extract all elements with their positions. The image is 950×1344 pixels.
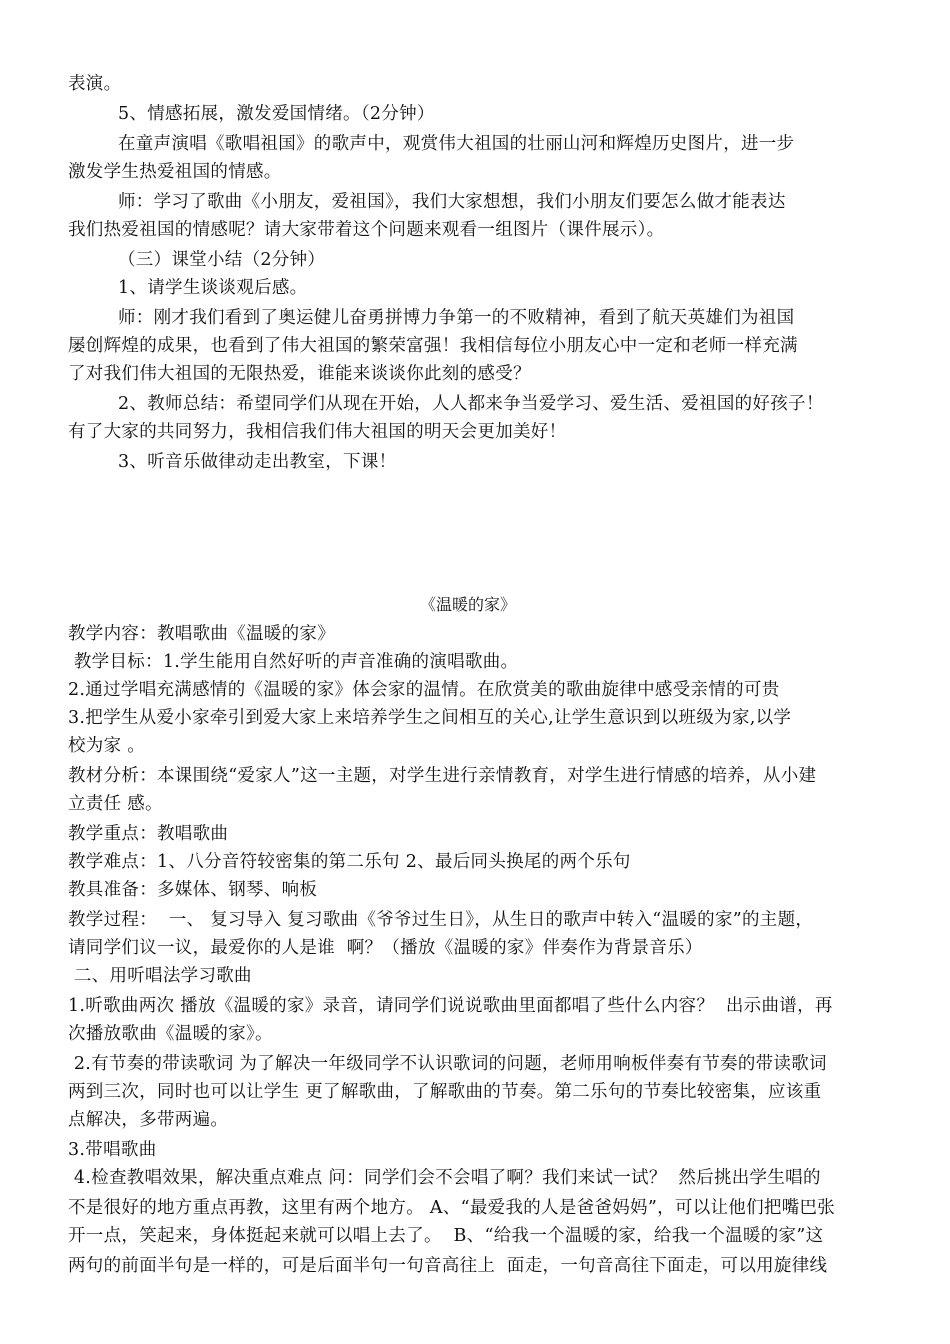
text-line: 师：学习了歌曲《小朋友，爱祖国》，我们大家想想，我们小朋友们要怎么做才能表达 — [118, 192, 786, 212]
text-line: 激发学生热爱祖国的情感。 — [68, 162, 282, 182]
text-line: 次播放歌曲《温暖的家》。 — [68, 1024, 273, 1044]
text-line: 在童声演唱《歌唱祖国》的歌声中，观赏伟大祖国的壮丽山河和辉煌历史图片，进一步 — [118, 134, 795, 154]
text-line: 2.通过学唱充满感情的《温暖的家》体会家的温情。在欣赏美的歌曲旋律中感受亲情的可贵 — [68, 680, 780, 700]
text-line: 有了大家的共同努力，我相信我们伟大祖国的明天会更加美好！ — [68, 422, 567, 442]
text-line: 点解决，多带两遍。 — [68, 1110, 229, 1130]
text-line: 了对我们伟大祖国的无限热爱，谁能来谈谈你此刻的感受？ — [68, 364, 531, 384]
text-line: 立责任 感。 — [68, 794, 163, 814]
text-line: 教学难点：1、八分音符较密集的第二乐句 2、最后同头换尾的两个乐句 — [68, 852, 631, 872]
text-line: 二、用听唱法学习歌曲 — [68, 966, 252, 986]
text-line: 不是很好的地方重点再教，这里有两个地方。 A、“最爱我的人是爸爸妈妈”，可以让他们把嘴巴张 — [68, 1198, 836, 1218]
text-line: 教学内容：教唱歌曲《温暖的家》 — [68, 624, 335, 644]
text-line: 教学目标：1.学生能用自然好听的声音准确的演唱歌曲。 — [68, 652, 519, 672]
text-line: 师：刚才我们看到了奥运健儿奋勇拼博力争第一的不败精神，看到了航天英雄们为祖国 — [118, 308, 795, 328]
text-line: 两句的前面半句是一样的，可是后面半句一句音高往上 面走，一句音高往下面走，可以用旋律线 — [68, 1256, 828, 1276]
text-line: 2、教师总结：希望同学们从现在开始，人人都来争当爱学习、爱生活、爱祖国的好孩子！ — [118, 394, 824, 414]
text-line: 表演。 — [68, 74, 122, 94]
text-line: 校为家 。 — [68, 736, 146, 756]
text-line: 教学过程： 一、 复习导入 复习歌曲《爷爷过生日》，从生日的歌声中转入“温暖的家”的主题， — [68, 910, 814, 930]
text-line: 教学重点：教唱歌曲 — [68, 824, 229, 844]
text-line: 开一点，笑起来，身体挺起来就可以唱上去了。 B、“给我一个温暖的家，给我一个温暖的家”这 — [68, 1226, 824, 1246]
text-line: 4.检查教唱效果，解决重点难点 问：同学们会不会唱了啊？我们来试一试？ 然后挑出学生唱的 — [68, 1168, 821, 1188]
text-line: 请同学们议一议，最爱你的人是谁 啊？（播放《温暖的家》伴奏作为背景音乐） — [68, 938, 703, 958]
text-line: 3.带唱歌曲 — [68, 1140, 157, 1160]
text-line: 教材分析：本课围绕“爱家人”这一主题，对学生进行亲情教育，对学生进行情感的培养，从小建 — [68, 766, 817, 786]
text-line: （三）课堂小结（2分钟） — [118, 250, 326, 270]
lesson-title: 《温暖的家》 — [420, 595, 517, 614]
text-line: 两到三次，同时也可以让学生 更了解歌曲，了解歌曲的节奏。第二乐句的节奏比较密集，应该重 — [68, 1082, 822, 1102]
text-line: 教具准备：多媒体、钢琴、响板 — [68, 880, 318, 900]
text-line: 3.把学生从爱小家牵引到爱大家上来培养学生之间相互的关心,让学生意识到以班级为家,以学 — [68, 708, 792, 728]
text-line: 我们热爱祖国的情感呢？请大家带着这个问题来观看一组图片（课件展示）。 — [68, 220, 665, 240]
text-line: 5、情感拓展，激发爱国情绪。（2分钟） — [118, 104, 435, 124]
text-line: 屡创辉煌的成果，也看到了伟大祖国的繁荣富强！我相信每位小朋友心中一定和老师一样充满 — [68, 336, 798, 356]
text-line: 3、听音乐做律动走出教室，下课！ — [118, 452, 397, 472]
text-line: 1.听歌曲两次 播放《温暖的家》录音，请同学们说说歌曲里面都唱了些什么内容？ 出示曲谱，再 — [68, 996, 833, 1016]
text-line: 1、请学生谈谈观后感。 — [118, 278, 308, 298]
text-line: 2.有节奏的带读歌词 为了解决一年级同学不认识歌词的问题，老师用响板伴奏有节奏的带读歌词 — [68, 1054, 827, 1074]
